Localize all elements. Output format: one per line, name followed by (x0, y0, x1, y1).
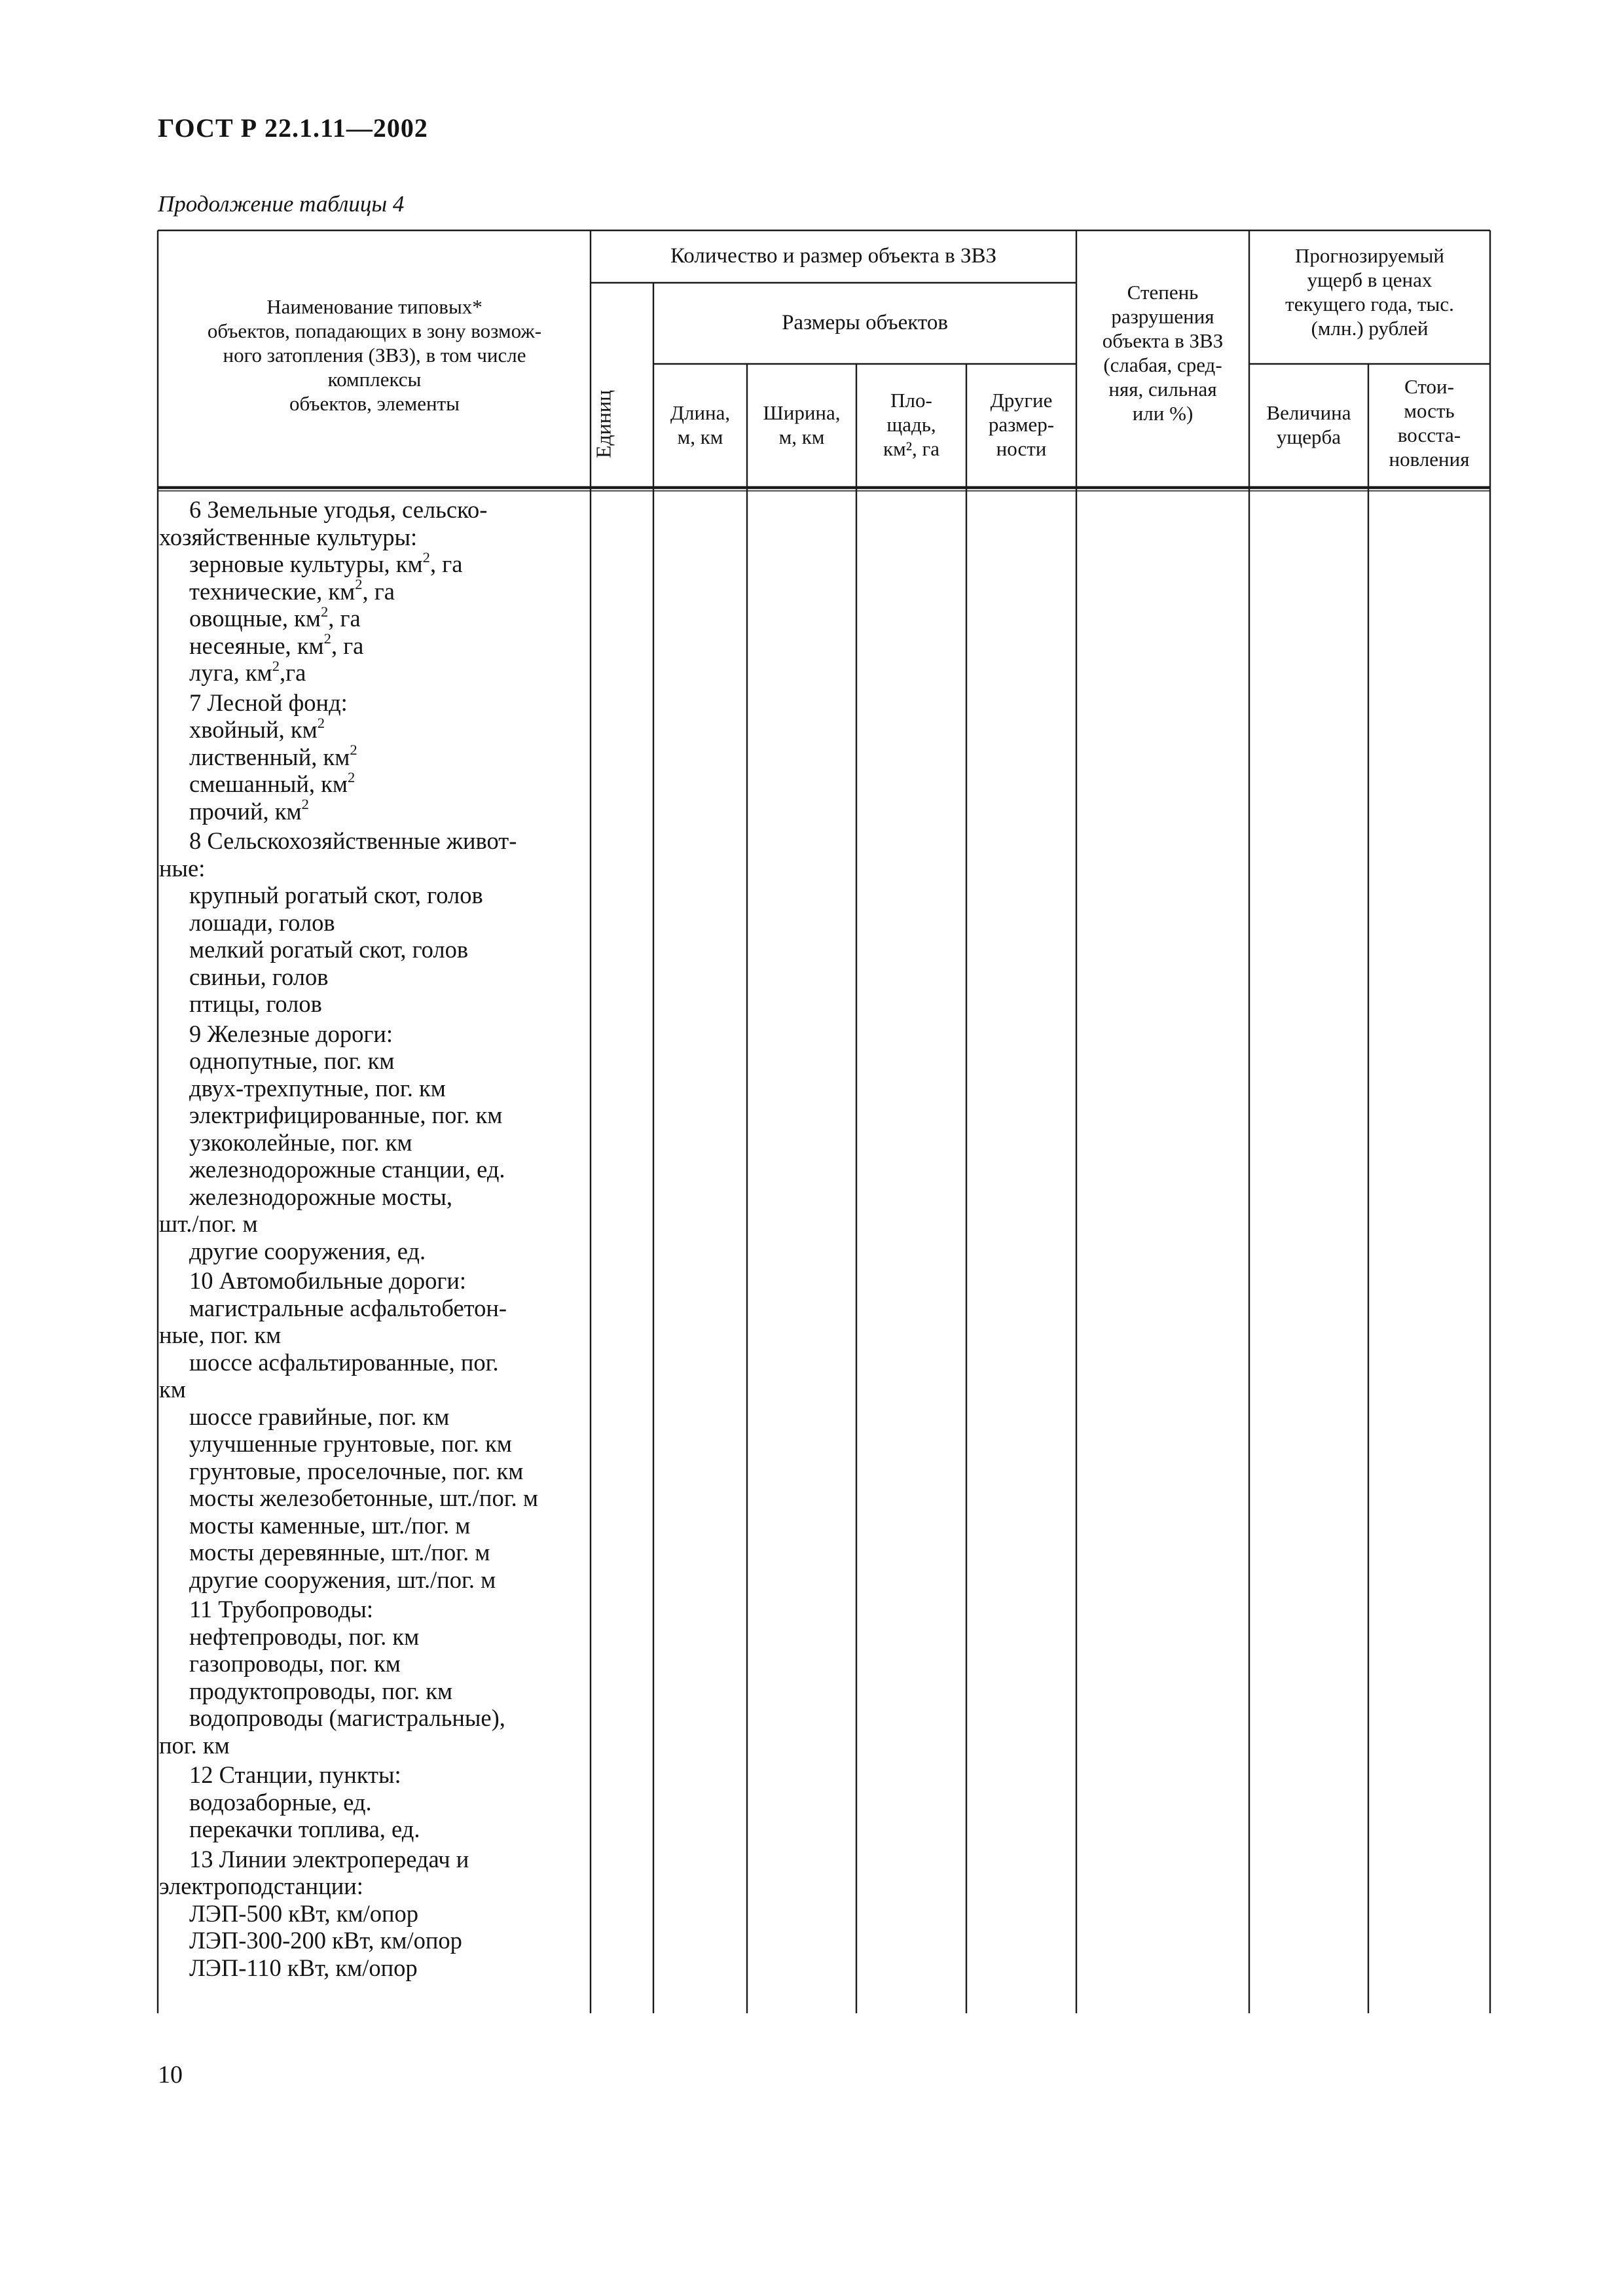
table-row: прочий, $км^2$ (189, 796, 309, 825)
header-name-column: Наименование типовых* объектов, попадающих в зону возмож- ного затопления (ЗВЗ), в том числе комплексы объектов, элементы (207, 295, 542, 415)
section-heading-row: 10 Автомобильные дороги: (189, 1267, 466, 1294)
table-row: другие сооружения, шт./пог. м (189, 1566, 496, 1593)
header-destruction-degree: Степень разрушения объекта в ЗВЗ (слабая, сред- няя, сильная или %) (1102, 281, 1224, 425)
table-row: однопутные, пог. км (189, 1047, 395, 1074)
document-title: ГОСТ Р 22.1.11—2002 (158, 113, 428, 143)
header-quantity-group: Количество и размер объекта в ЗВЗ (670, 244, 997, 268)
section-heading-row: 9 Железные дороги: (189, 1020, 393, 1047)
table-row: км (159, 1376, 186, 1403)
section-heading-row: 12 Станции, пункты: (189, 1761, 401, 1788)
header-damage-value: Величина ущерба (1266, 401, 1351, 448)
table-row: железнодорожные станции, ед. (189, 1156, 505, 1183)
table-row: мосты железобетонные, шт./пог. м (189, 1484, 538, 1511)
table-row: продуктопроводы, пог. км (189, 1677, 453, 1704)
table-row: водозаборные, ед. (189, 1788, 372, 1816)
table-row: электроподстанции: (159, 1873, 363, 1899)
table-row: хозяйственные культуры: (159, 523, 418, 550)
table-row: ные: (159, 854, 206, 882)
table-row: перекачки топлива, ед. (189, 1816, 420, 1842)
table-row: смешанный, $км^2$ (189, 768, 356, 797)
header-width: Ширина, м, км (763, 401, 841, 448)
section-heading-row: 11 Трубопроводы: (189, 1596, 373, 1623)
header-damage-group: Прогнозируемый ущерб в ценах текущего года, тыс. (млн.) рублей (1285, 244, 1454, 340)
table-row: другие сооружения, ед. (189, 1237, 426, 1265)
header-sizes-group: Размеры объектов (782, 311, 948, 334)
table-row: лошади, голов (189, 908, 335, 936)
table-row: технические, $км^2$, га (189, 576, 395, 605)
table-row: нефтепроводы, пог. км (189, 1623, 420, 1650)
table-row: несеяные, $км^2$, га (189, 630, 364, 659)
table-row: грунтовые, проселочные, пог. км (189, 1457, 524, 1484)
table-row: узкоколейные, пог. км (189, 1128, 412, 1156)
section-heading-row: 8 Сельскохозяйственные живот- (189, 827, 517, 854)
table-row: луга, $км^2,га$ (189, 657, 306, 686)
table-row: зерновые культуры, $км^2$, га (189, 548, 463, 577)
table-row: улучшенные грунтовые, пог. км (189, 1430, 512, 1457)
header-length: Длина, м, км (670, 401, 731, 448)
table-row: овощные, $км^2$, га (189, 603, 361, 632)
table-row: шт./пог. м (159, 1210, 258, 1237)
table-row: шоссе асфальтированные, пог. (189, 1348, 499, 1376)
header-units: Единиц (591, 389, 615, 459)
table-row: пог. км (159, 1731, 230, 1759)
table-row: ЛЭП-300-200 кВт, км/опор (189, 1927, 462, 1954)
table-row: ЛЭП-110 кВт, км/опор (189, 1954, 418, 1981)
table-row: железнодорожные мосты, (189, 1183, 453, 1210)
table-body-first-column (159, 496, 585, 1981)
table-row: двух-трехпутные, пог. км (189, 1074, 446, 1102)
table-row: мелкий рогатый скот, голов (189, 936, 469, 963)
page-number: 10 (158, 2061, 183, 2089)
table-row: свиньи, голов (189, 963, 329, 990)
table-row: птицы, голов (189, 990, 322, 1017)
table-row: ные, пог. км (159, 1321, 282, 1348)
table-row: ЛЭП-500 кВт, км/опор (189, 1899, 419, 1927)
table-row: шоссе гравийные, пог. км (189, 1403, 450, 1430)
section-heading-row: 7 Лесной фонд: (189, 689, 348, 716)
table-row: водопроводы (магистральные), (189, 1704, 505, 1731)
header-other-dimensions: Другие размер- ности (988, 389, 1055, 460)
section-heading-row: 13 Линии электропередач и (189, 1845, 469, 1873)
table-row: магистральные асфальтобетон- (189, 1294, 507, 1321)
section-heading-row: 6 Земельные угодья, сельско- (189, 496, 488, 523)
header-area: Пло- щадь, км², га (883, 389, 939, 460)
table-caption: Продолжение таблицы 4 (158, 191, 405, 217)
table-row: мосты каменные, шт./пог. м (189, 1511, 471, 1539)
table-row: мосты деревянные, шт./пог. м (189, 1539, 490, 1566)
table-row: крупный рогатый скот, голов (189, 882, 483, 908)
table-row: хвойный, $км^2$ (189, 714, 325, 743)
header-restoration-cost: Стои- мость восста- новления (1389, 375, 1470, 471)
table-row: газопроводы, пог. км (189, 1650, 401, 1677)
table-row: электрифицированные, пог. км (189, 1102, 503, 1128)
table-row: лиственный, $км^2$ (189, 742, 357, 770)
